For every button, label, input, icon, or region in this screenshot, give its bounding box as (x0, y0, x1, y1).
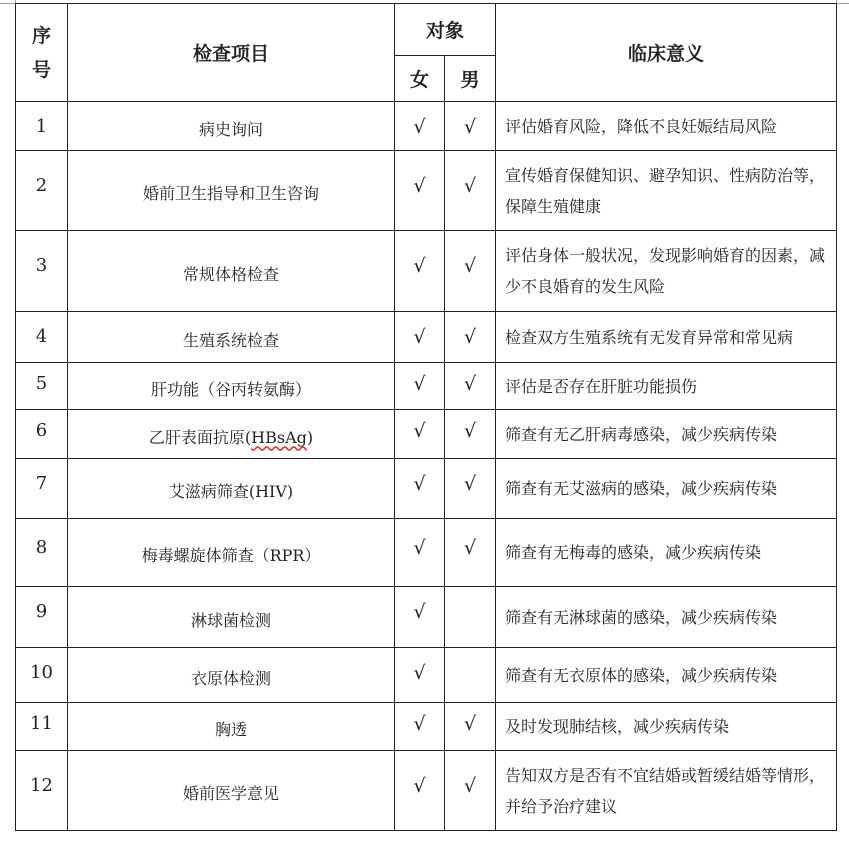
table-row (16, 587, 837, 648)
header-no-label: 序号 (31, 24, 51, 81)
row-no: 7 (16, 459, 68, 519)
item-abbrev-hbsag: HBsAg (251, 427, 307, 447)
table-row (16, 648, 837, 703)
row-no: 12 (16, 751, 68, 831)
table-body (16, 102, 837, 831)
row-meaning: 筛查有无梅毒的感染，减少疾病传染 (496, 519, 837, 587)
row-meaning: 评估是否存在肝脏功能损伤 (496, 363, 837, 410)
row-no: 4 (16, 312, 68, 363)
row-male-check: √ (445, 363, 496, 410)
row-female-check: √ (395, 410, 445, 459)
row-no: 3 (16, 231, 68, 312)
row-meaning: 筛查有无乙肝病毒感染，减少疾病传染 (496, 410, 837, 459)
row-no: 5 (16, 363, 68, 410)
table-row (16, 363, 837, 410)
row-item: 胸透 (68, 703, 395, 751)
row-no: 8 (16, 519, 68, 587)
row-female-check: √ (395, 363, 445, 410)
row-item (68, 410, 395, 459)
row-no: 10 (16, 648, 68, 703)
row-item: 生殖系统检查 (68, 312, 395, 363)
row-female-check: √ (395, 459, 445, 519)
row-meaning: 告知双方是否有不宜结婚或暂缓结婚等情形，并给予治疗建议 (496, 751, 837, 831)
table-header (16, 4, 837, 102)
row-female-check: √ (395, 312, 445, 363)
row-meaning: 筛查有无淋球菌的感染，减少疾病传染 (496, 587, 837, 648)
row-item: 常规体格检查 (68, 231, 395, 312)
table-row (16, 410, 837, 459)
row-meaning: 检查双方生殖系统有无发育异常和常见病 (496, 312, 837, 363)
row-meaning: 评估婚育风险，降低不良妊娠结局风险 (496, 102, 837, 151)
row-item: 梅毒螺旋体筛查（RPR） (68, 519, 395, 587)
table-row (16, 459, 837, 519)
row-male-check (445, 648, 496, 703)
row-male-check: √ (445, 459, 496, 519)
item-prefix: 乙肝表面抗原( (148, 427, 252, 447)
premarital-checkup-table (15, 3, 837, 831)
row-no: 9 (16, 587, 68, 648)
header-male: 男 (445, 56, 496, 102)
table-row (16, 312, 837, 363)
row-male-check: √ (445, 703, 496, 751)
corner-mark-left (0, 3, 16, 4)
row-no: 6 (16, 410, 68, 459)
row-meaning: 评估身体一般状况，发现影响婚育的因素，减少不良婚育的发生风险 (496, 231, 837, 312)
header-meaning: 临床意义 (496, 4, 837, 102)
header-no (16, 4, 68, 102)
row-female-check: √ (395, 151, 445, 231)
row-item: 艾滋病筛查(HIV) (68, 459, 395, 519)
table-row (16, 751, 837, 831)
row-male-check: √ (445, 151, 496, 231)
row-female-check: √ (395, 648, 445, 703)
row-male-check: √ (445, 751, 496, 831)
row-meaning: 宣传婚育保健知识、避孕知识、性病防治等，保障生殖健康 (496, 151, 837, 231)
row-female-check: √ (395, 519, 445, 587)
row-male-check: √ (445, 410, 496, 459)
row-meaning: 筛查有无衣原体的感染，减少疾病传染 (496, 648, 837, 703)
row-item: 衣原体检测 (68, 648, 395, 703)
row-male-check: √ (445, 519, 496, 587)
row-item: 病史询问 (68, 102, 395, 151)
row-male-check: √ (445, 231, 496, 312)
table-row (16, 231, 837, 312)
item-suffix: ) (306, 427, 314, 447)
row-item: 婚前医学意见 (68, 751, 395, 831)
row-meaning: 及时发现肺结核，减少疾病传染 (496, 703, 837, 751)
row-male-check: √ (445, 312, 496, 363)
row-item: 婚前卫生指导和卫生咨询 (68, 151, 395, 231)
row-female-check: √ (395, 751, 445, 831)
table-row (16, 151, 837, 231)
table-row (16, 519, 837, 587)
corner-mark-right (836, 3, 849, 4)
row-meaning: 筛查有无艾滋病的感染，减少疾病传染 (496, 459, 837, 519)
row-no: 2 (16, 151, 68, 231)
table-row (16, 102, 837, 151)
row-item: 淋球菌检测 (68, 587, 395, 648)
row-no: 11 (16, 703, 68, 751)
row-female-check: √ (395, 703, 445, 751)
row-no: 1 (16, 102, 68, 151)
row-item: 肝功能（谷丙转氨酶） (68, 363, 395, 410)
header-target: 对象 (395, 4, 496, 56)
header-item: 检查项目 (68, 4, 395, 102)
row-female-check: √ (395, 231, 445, 312)
row-male-check (445, 587, 496, 648)
row-female-check: √ (395, 102, 445, 151)
row-female-check: √ (395, 587, 445, 648)
table-row (16, 703, 837, 751)
row-male-check: √ (445, 102, 496, 151)
header-female: 女 (395, 56, 445, 102)
